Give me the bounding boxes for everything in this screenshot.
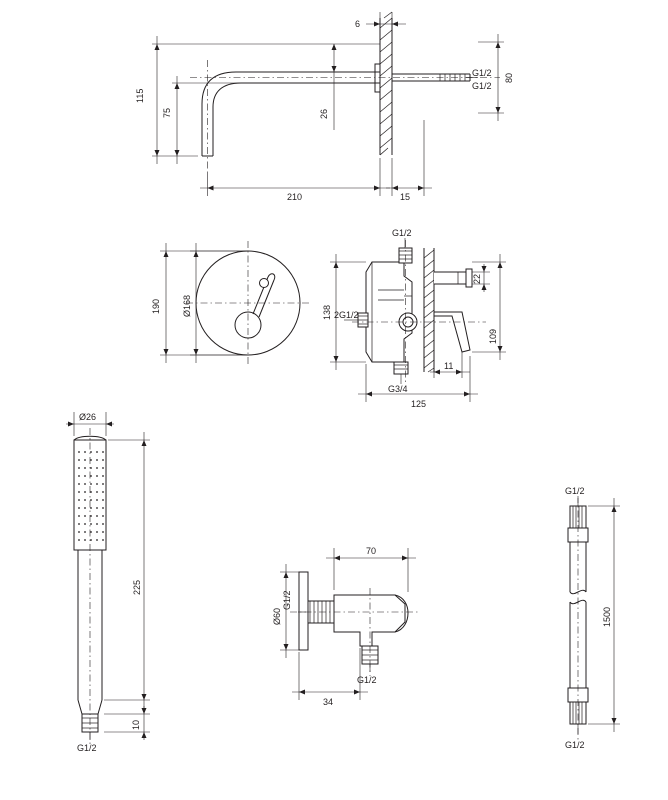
dim-label-spout-210: 210 — [287, 192, 303, 202]
dim-label-hand-10: 10 — [131, 719, 141, 730]
dim-label-spout-26: 26 — [319, 108, 329, 119]
callout-hose-bottom-thread — [565, 724, 585, 750]
dim-label-outlet-g12-left: G1/2 — [282, 590, 292, 610]
dim-label-spout-115: 115 — [135, 88, 145, 103]
view-wall-outlet — [272, 546, 418, 707]
dim-label-spout-g12: G1/2 — [472, 68, 492, 78]
dim-label-outlet-34: 34 — [323, 697, 334, 707]
dim-label-wall-thickness: 6 — [355, 19, 361, 29]
spout-body — [190, 60, 500, 172]
view-mixer-body — [322, 228, 506, 409]
dim-label-mixer-22: 22 — [472, 273, 482, 284]
dim-label-mixer-d168: Ø168 — [182, 294, 192, 317]
callout-mixer-bottom-thread — [388, 374, 408, 394]
dim-label-mixer-g12-top: G1/2 — [392, 228, 412, 238]
dim-label-mixer-138: 138 — [322, 304, 332, 320]
dim-spout-26 — [319, 44, 337, 130]
dim-label-hose-1500: 1500 — [602, 606, 612, 627]
callout-mixer-top-thread — [392, 228, 412, 248]
callout-hand-thread — [77, 732, 97, 753]
view-hand-shower — [66, 412, 150, 753]
dim-mixer-11 — [430, 352, 470, 378]
view-hose — [565, 486, 620, 750]
dim-label-spout-75: 75 — [162, 107, 172, 118]
wall-section — [380, 12, 392, 155]
dim-label-hand-g12: G1/2 — [77, 743, 97, 753]
dim-spout-75 — [162, 76, 240, 164]
dim-label-spout-15: 15 — [400, 192, 411, 202]
dim-outlet-d60 — [272, 564, 299, 658]
dim-label-hose-g12-bottom: G1/2 — [565, 740, 585, 750]
dim-label-outlet-d60: Ø60 — [272, 607, 282, 625]
dim-label-spout-80: 80 — [504, 72, 514, 83]
dim-hand-225 — [104, 432, 150, 708]
callout-mixer-inlets — [334, 310, 359, 320]
dim-label-mixer-109: 109 — [488, 328, 498, 344]
view-spout — [135, 12, 514, 202]
dim-label-outlet-70: 70 — [366, 546, 377, 556]
dim-mixer-22 — [472, 264, 490, 292]
dim-label-spout-g12-alt: G1/2 — [472, 81, 492, 91]
dim-label-mixer-190: 190 — [151, 298, 161, 314]
dim-spout-15 — [386, 120, 432, 202]
view-mixer-front — [151, 241, 310, 365]
dim-outlet-70 — [326, 546, 416, 592]
dim-spout-115 — [135, 36, 380, 164]
callout-hose-top-thread — [565, 486, 585, 506]
dim-label-mixer-11: 11 — [444, 361, 454, 371]
dim-label-hand-225: 225 — [132, 579, 142, 595]
dim-label-mixer-125: 125 — [411, 399, 427, 409]
dim-label-hand-d26: Ø26 — [79, 412, 97, 422]
dim-label-outlet-g12-bottom: G1/2 — [357, 675, 377, 685]
dim-label-hose-g12-top: G1/2 — [565, 486, 585, 496]
mixer-wall-section — [424, 248, 434, 372]
dim-label-mixer-g34: G3/4 — [388, 384, 408, 394]
dim-mixer-125 — [358, 356, 478, 409]
dim-label-mixer-2g12: 2G1/2 — [334, 310, 359, 320]
dim-hose-1500 — [588, 498, 620, 732]
dim-mixer-109 — [472, 254, 506, 360]
dim-spout-210 — [200, 158, 390, 202]
dim-hand-10 — [104, 706, 150, 740]
